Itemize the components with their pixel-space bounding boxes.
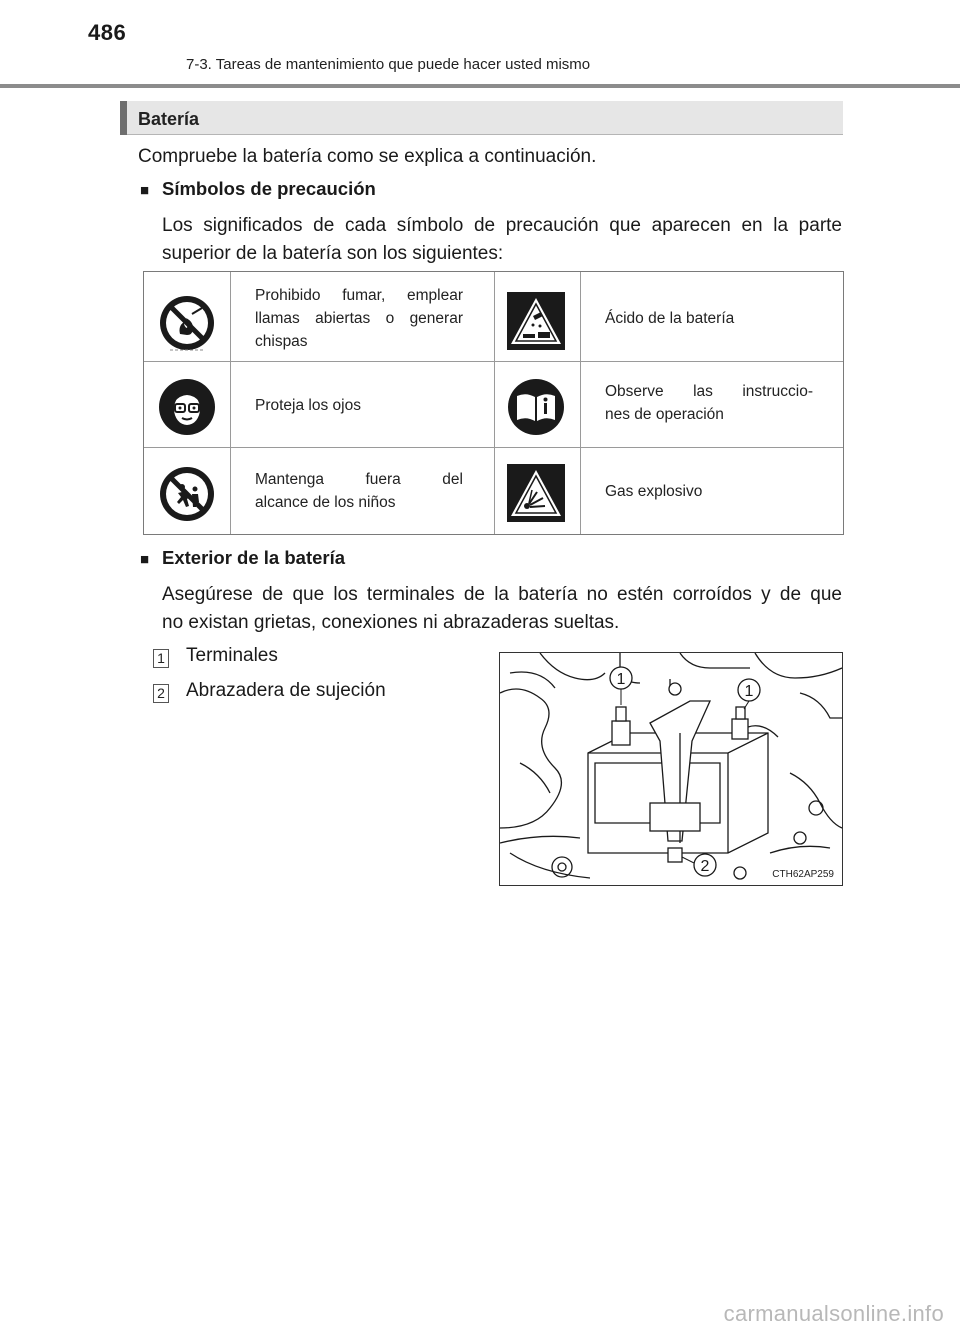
- symbol-label-battery-acid: Ácido de la batería: [605, 310, 735, 327]
- subsection-bullet: ■: [140, 551, 150, 568]
- intro-paragraph: Compruebe la batería como se explica a continuación.: [138, 146, 597, 167]
- figure-callout-terminal-right: 1: [744, 683, 754, 700]
- table-column-divider: [494, 272, 495, 534]
- eye-protection-icon: [158, 378, 216, 436]
- paragraph-line: superior de la batería son los siguientes:: [162, 243, 504, 264]
- symbol-label-keep-away-children: Mantenga fuera del alcance de los niños: [255, 471, 463, 511]
- keep-away-children-icon: [158, 465, 216, 523]
- section-title: Batería: [138, 109, 200, 129]
- figure-callout-clamp: 2: [700, 858, 710, 875]
- callout-number-badge: 2: [153, 684, 169, 703]
- figure-callout-terminal-left: 1: [616, 671, 626, 688]
- symbol-label-explosive-gas: Gas explosivo: [605, 483, 703, 500]
- precaution-symbols-table: [143, 271, 844, 535]
- watermark[interactable]: carmanualsonline.info: [723, 1301, 944, 1326]
- chapter-header: 7-3. Tareas de mantenimiento que puede hacer usted mismo: [186, 56, 591, 73]
- paragraph-line: Los significados de cada símbolo de precaución que aparecen en la parte: [162, 215, 842, 236]
- section-title-bar: [120, 101, 843, 135]
- table-column-divider: [580, 272, 581, 534]
- precaution-symbols-heading: Símbolos de precaución: [162, 178, 376, 199]
- paragraph-line: no existan grietas, conexiones ni abrazaderas sueltas.: [162, 612, 620, 633]
- symbol-label-eye-protection: Proteja los ojos: [255, 397, 361, 414]
- figure-code: CTH62AP259: [772, 869, 834, 880]
- symbol-label-read-manual: Observe las instruccio- nes de operación: [605, 383, 813, 423]
- battery-line-drawing: [500, 653, 842, 885]
- battery-exterior-heading: Exterior de la batería: [162, 547, 346, 568]
- battery-exterior-paragraph: [162, 581, 842, 637]
- symbol-label-no-smoking: Prohibido fumar, emplear llamas abiertas o generar chispas: [255, 287, 463, 350]
- section-title-accent: [120, 101, 127, 135]
- header-divider: [0, 84, 960, 88]
- page-number: 486: [88, 20, 127, 45]
- precaution-symbols-paragraph: [162, 212, 842, 268]
- no-smoking-flame-spark-icon: [158, 294, 216, 352]
- battery-illustration: [499, 652, 843, 886]
- callout-label-clamp: Abrazadera de sujeción: [186, 680, 386, 701]
- callout-label-terminals: Terminales: [186, 645, 278, 666]
- read-manual-icon: [507, 378, 565, 436]
- battery-acid-warning-icon: [507, 292, 565, 350]
- subsection-bullet: ■: [140, 182, 150, 199]
- callout-number-badge: 1: [153, 649, 169, 668]
- explosive-gas-warning-icon: [507, 464, 565, 522]
- paragraph-line: Asegúrese de que los terminales de la batería no estén corroídos y de que: [162, 584, 842, 605]
- table-column-divider: [230, 272, 231, 534]
